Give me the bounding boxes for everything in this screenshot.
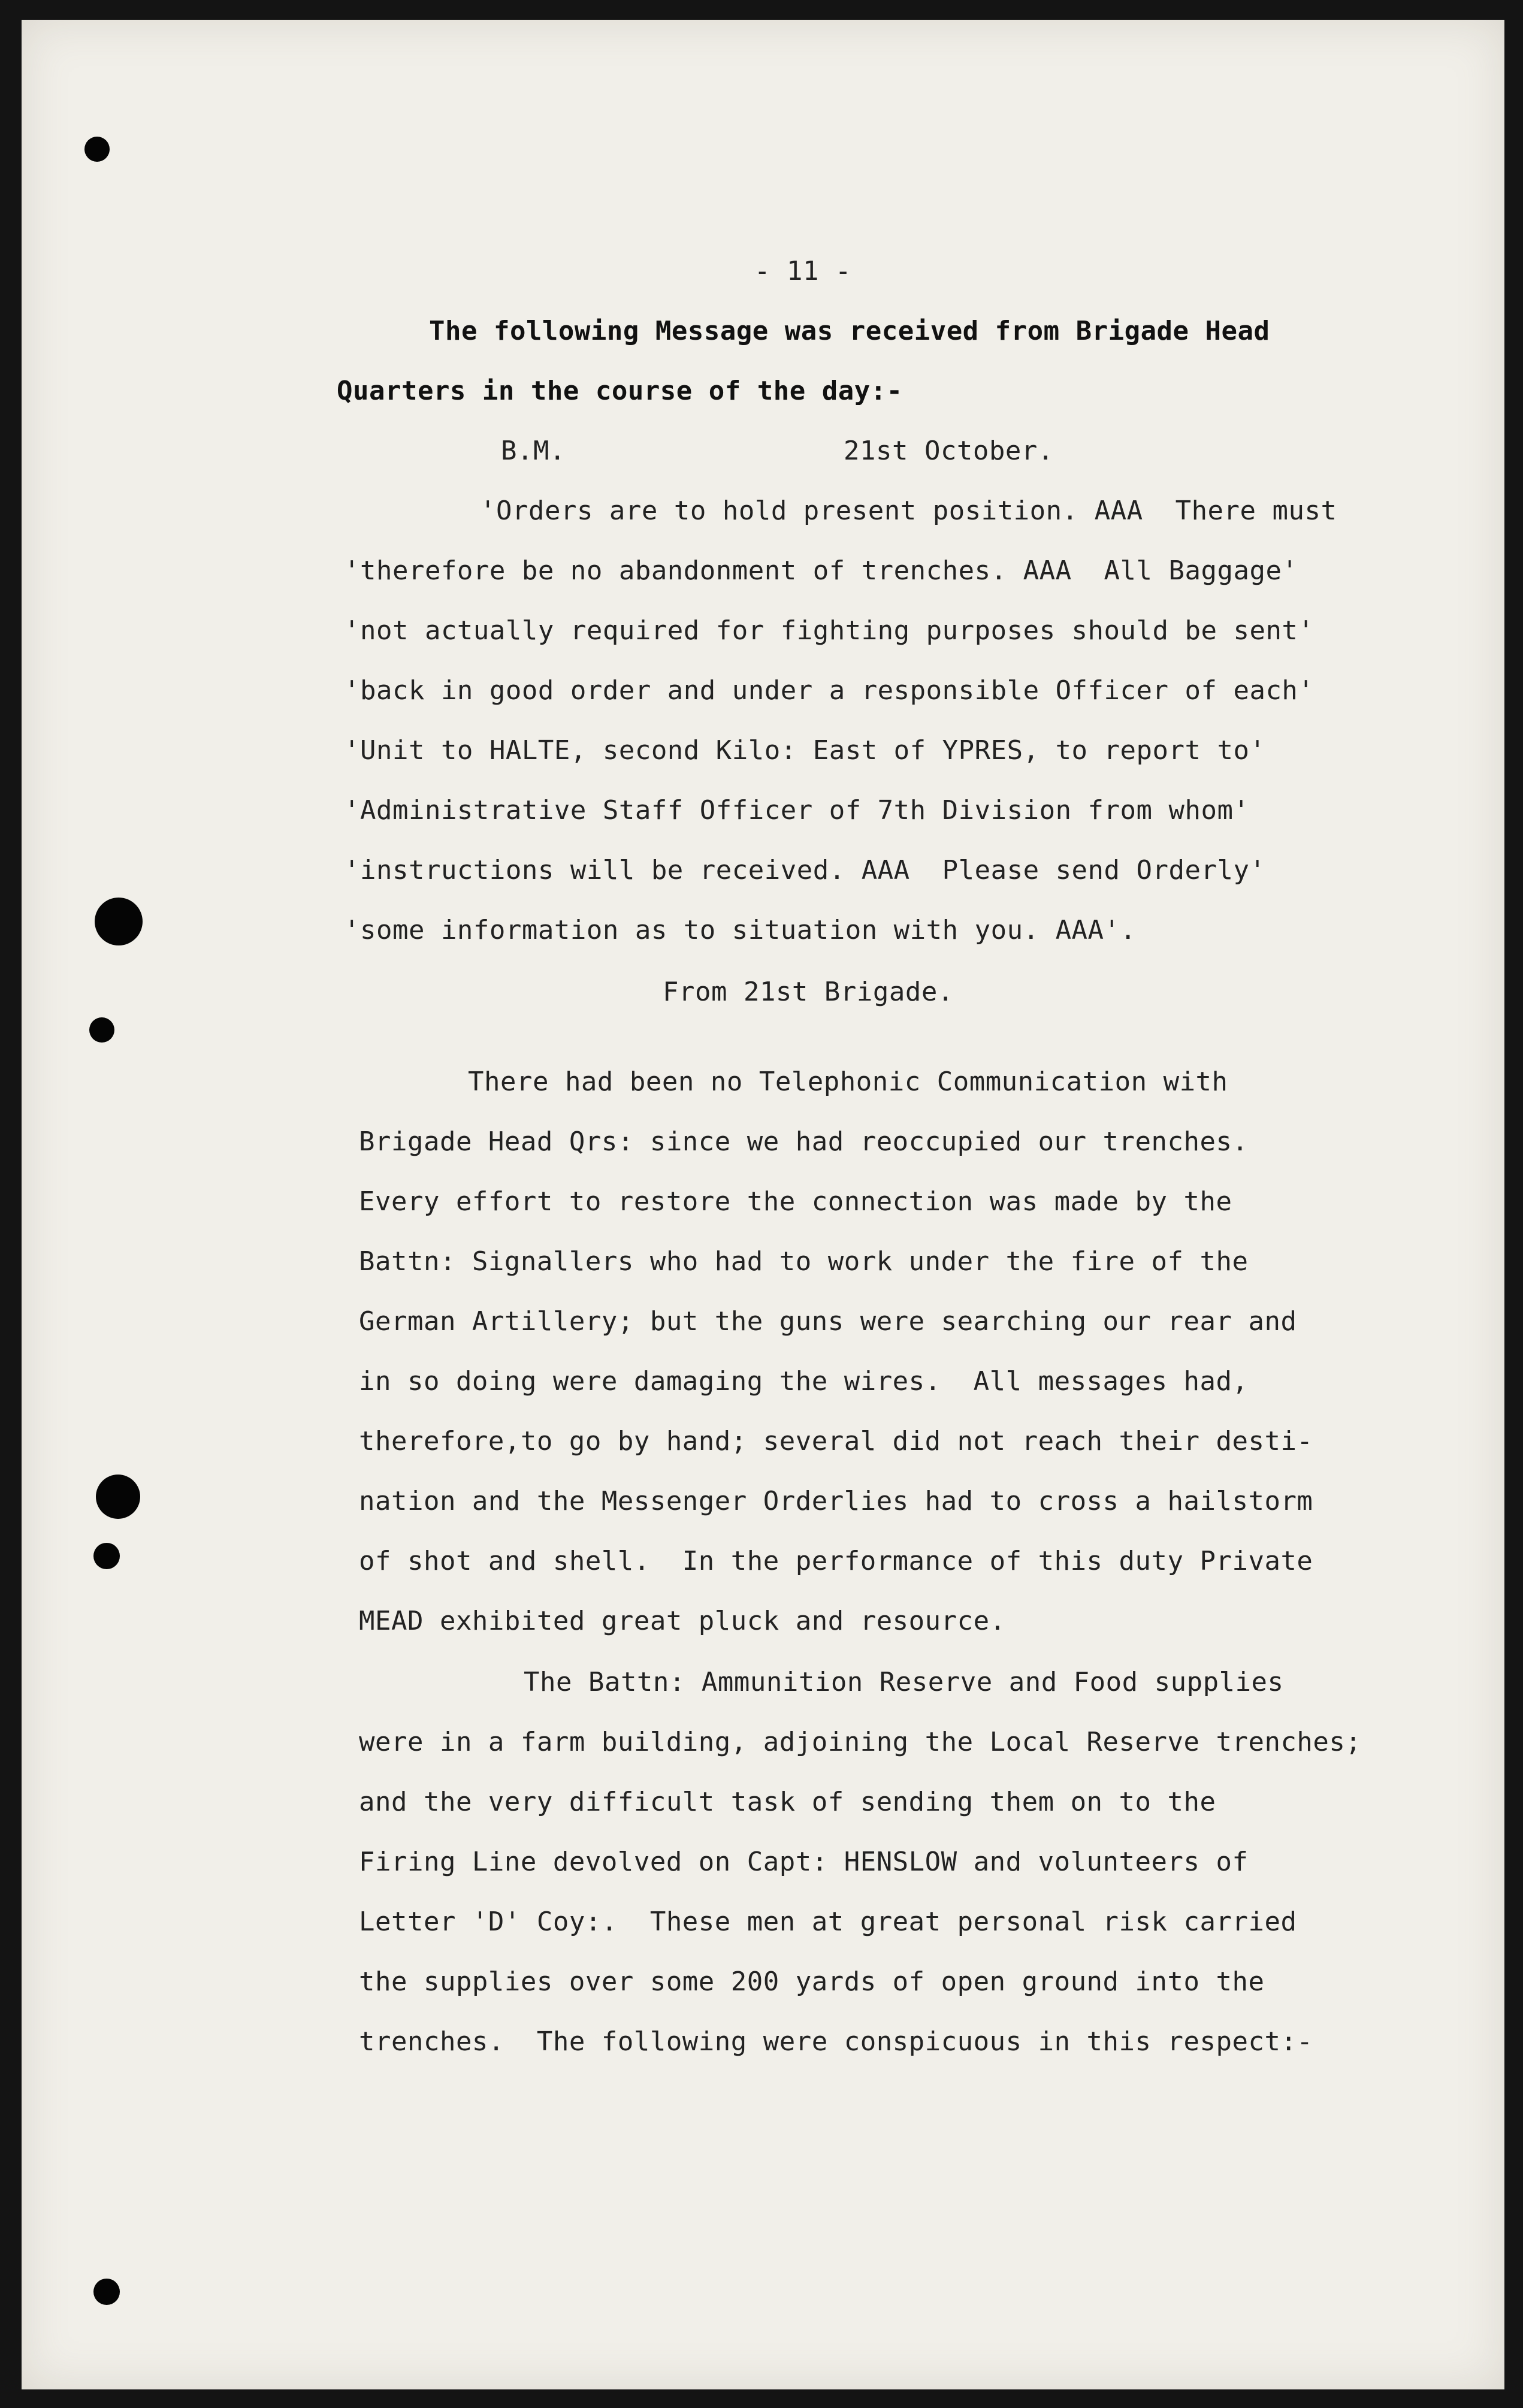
- message-line: 'therefore be no abandonment of trenches. AAA All Baggage': [344, 555, 1298, 586]
- punch-hole: [95, 898, 143, 945]
- paragraph-line: Brigade Head Qrs: since we had reoccupied our trenches.: [359, 1126, 1249, 1157]
- message-signature: From 21st Brigade.: [663, 977, 954, 1007]
- message-date: 21st October.: [844, 436, 1054, 466]
- document-page: [22, 20, 1504, 2389]
- message-line: 'Orders are to hold present position. AAA There must: [480, 496, 1337, 526]
- paragraph-line: MEAD exhibited great pluck and resource.: [359, 1606, 1006, 1636]
- punch-hole: [96, 1475, 140, 1519]
- paragraph-line: trenches. The following were conspicuous in this respect:-: [359, 2026, 1313, 2057]
- punch-hole: [84, 137, 110, 162]
- message-line: 'not actually required for fighting purposes should be sent': [344, 615, 1315, 646]
- paragraph-line: There had been no Telephonic Communication with: [468, 1066, 1228, 1097]
- message-line: 'instructions will be received. AAA Please send Orderly': [344, 855, 1266, 886]
- paragraph-line: in so doing were damaging the wires. All messages had,: [359, 1366, 1249, 1397]
- message-line: 'Administrative Staff Officer of 7th Division from whom': [344, 795, 1250, 826]
- paragraph-line: Firing Line devolved on Capt: HENSLOW and volunteers of: [359, 1847, 1249, 1877]
- intro-line: The following Message was received from Brigade Head: [429, 316, 1270, 346]
- page-number: - 11 -: [754, 256, 851, 286]
- punch-hole: [93, 2279, 120, 2305]
- paragraph-line: the supplies over some 200 yards of open ground into the: [359, 1966, 1265, 1997]
- message-line: 'some information as to situation with you. AAA'.: [344, 915, 1137, 945]
- paragraph-line: of shot and shell. In the performance of this duty Private: [359, 1546, 1313, 1576]
- punch-hole: [93, 1543, 120, 1569]
- paragraph-line: The Battn: Ammunition Reserve and Food supplies: [524, 1667, 1284, 1697]
- paragraph-line: and the very difficult task of sending them on to the: [359, 1787, 1216, 1817]
- paragraph-line: therefore,to go by hand; several did not reach their desti-: [359, 1426, 1313, 1457]
- intro-line: Quarters in the course of the day:-: [337, 376, 903, 406]
- paragraph-line: German Artillery; but the guns were searching our rear and: [359, 1306, 1297, 1337]
- punch-hole: [89, 1017, 114, 1043]
- message-line: 'back in good order and under a responsible Officer of each': [344, 675, 1315, 706]
- paragraph-line: Battn: Signallers who had to work under the fire of the: [359, 1246, 1249, 1277]
- paragraph-line: nation and the Messenger Orderlies had to cross a hailstorm: [359, 1486, 1313, 1516]
- paragraph-line: were in a farm building, adjoining the Local Reserve trenches;: [359, 1727, 1362, 1757]
- message-sender: B.M.: [501, 436, 566, 466]
- paragraph-line: Every effort to restore the connection was made by the: [359, 1186, 1232, 1217]
- paragraph-line: Letter 'D' Coy:. These men at great personal risk carried: [359, 1907, 1297, 1937]
- message-line: 'Unit to HALTE, second Kilo: East of YPRES, to report to': [344, 735, 1266, 766]
